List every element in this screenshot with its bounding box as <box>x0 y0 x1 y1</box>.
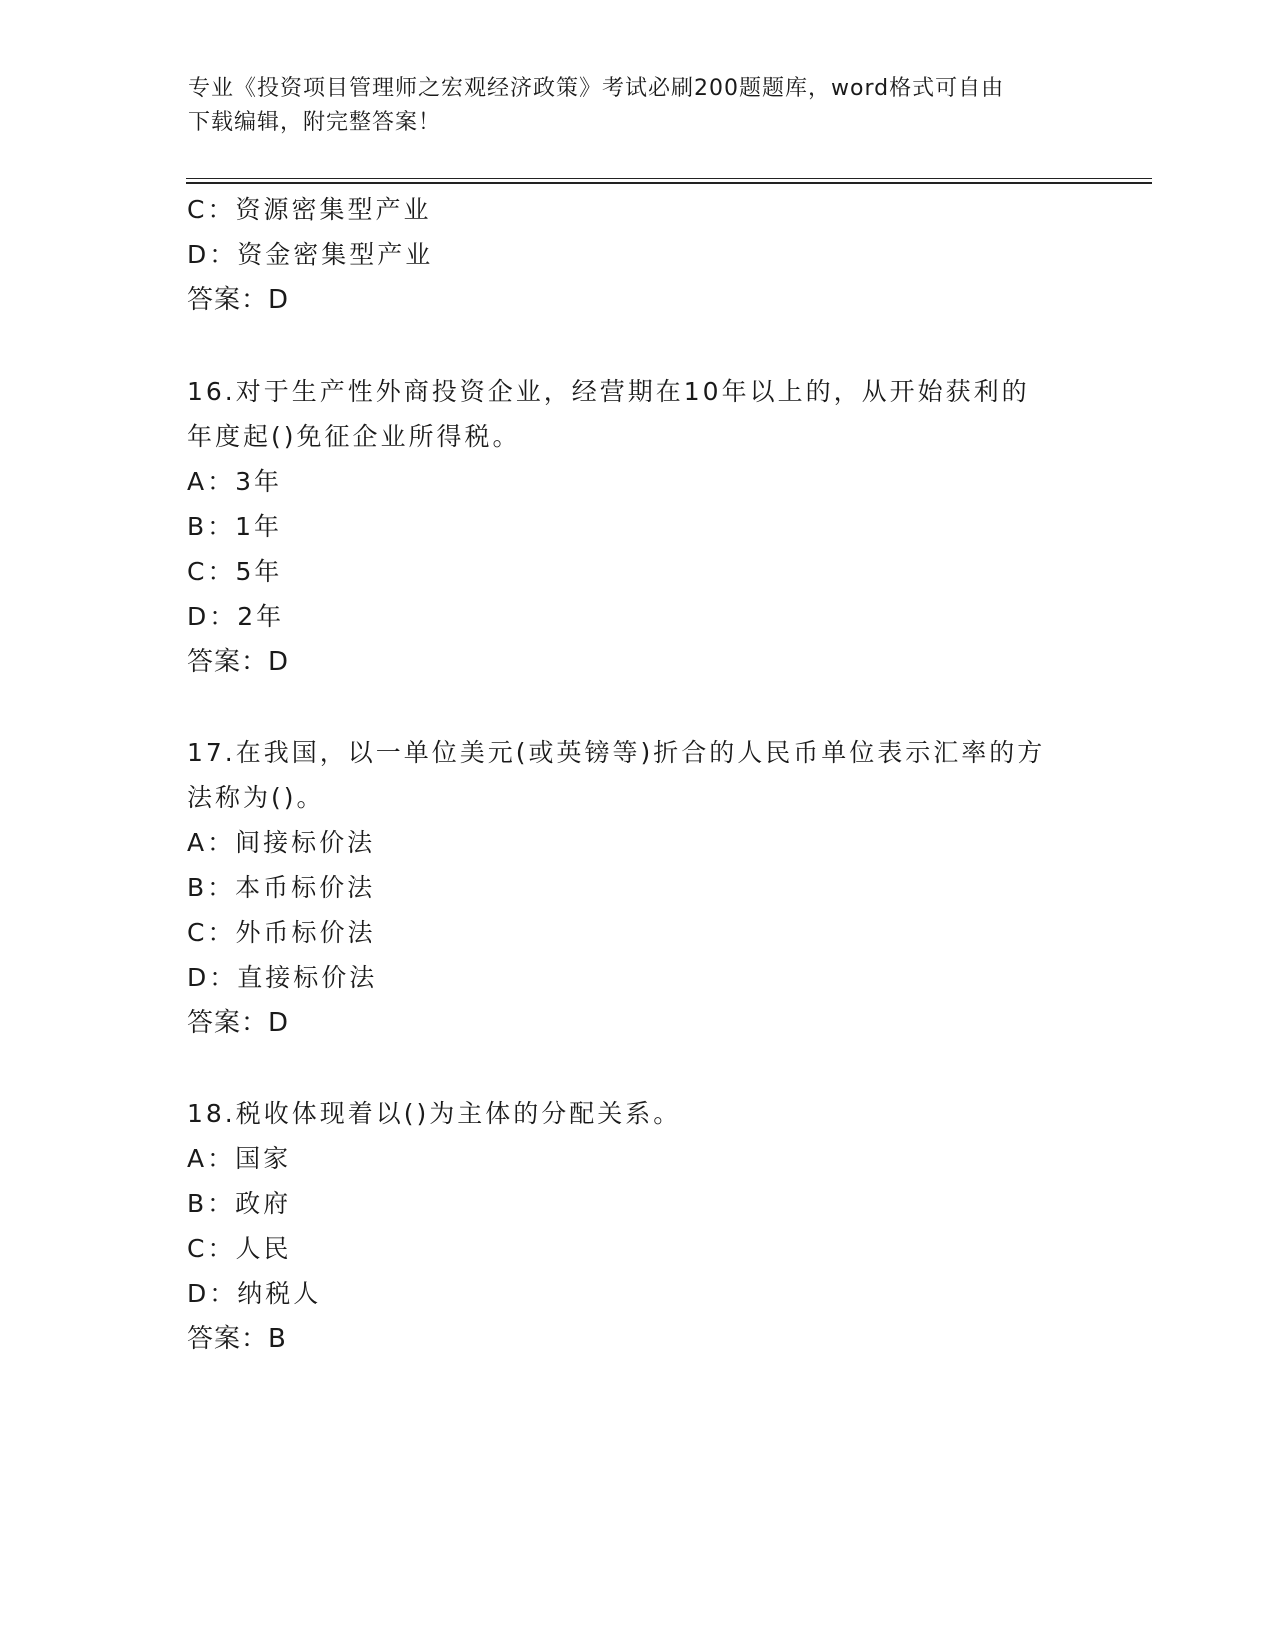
prev-option-c: C：资源密集型产业 <box>187 195 432 224</box>
q16-option-a: A：3年 <box>187 467 283 496</box>
q18-stem-line-1: 18.税收体现着以()为主体的分配关系。 <box>187 1099 682 1128</box>
q17-option-d: D：直接标价法 <box>187 963 378 992</box>
q17-option-c: C：外币标价法 <box>187 918 376 947</box>
q16-option-b: B：1年 <box>187 512 283 541</box>
q16-option-c: C：5年 <box>187 557 283 586</box>
q17-option-a: A：间接标价法 <box>187 828 376 857</box>
q17-option-b: B：本币标价法 <box>187 873 376 902</box>
header-line-2: 下载编辑，附完整答案！ <box>188 110 442 135</box>
prev-answer: 答案：D <box>187 285 290 315</box>
q17-stem-line-1: 17.在我国，以一单位美元(或英镑等)折合的人民币单位表示汇率的方 <box>187 738 1046 767</box>
q17-stem-line-2: 法称为()。 <box>187 783 325 812</box>
q18-answer: 答案：B <box>187 1324 287 1354</box>
prev-option-d: D：资金密集型产业 <box>187 240 434 269</box>
q16-stem-line-1: 16.对于生产性外商投资企业，经营期在10年以上的，从开始获利的 <box>187 377 1030 406</box>
q18-option-c: C：人民 <box>187 1234 292 1263</box>
q18-option-d: D：纳税人 <box>187 1279 322 1308</box>
header-divider-thin <box>186 178 1152 179</box>
q16-option-d: D：2年 <box>187 602 285 631</box>
q16-stem-line-2: 年度起()免征企业所得税。 <box>187 422 521 451</box>
header-line-1: 专业《投资项目管理师之宏观经济政策》考试必刷200题题库，word格式可自由 <box>188 76 1005 101</box>
q16-answer: 答案：D <box>187 647 290 677</box>
document-header <box>188 72 1088 140</box>
header-divider-thick <box>186 182 1152 184</box>
q18-option-a: A：国家 <box>187 1144 292 1173</box>
q17-answer: 答案：D <box>187 1008 290 1038</box>
q18-option-b: B：政府 <box>187 1189 292 1218</box>
